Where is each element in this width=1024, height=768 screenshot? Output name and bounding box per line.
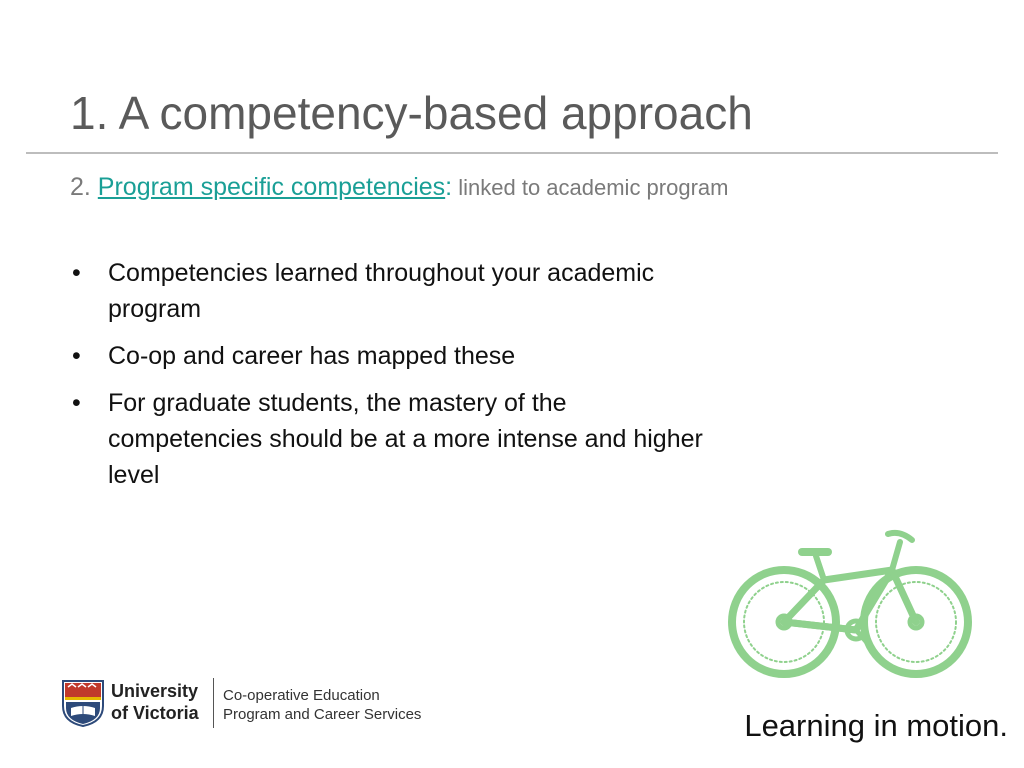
logo-divider [213,678,214,728]
bullet-text: Co-op and career has mapped these [108,342,516,370]
bullet-item [68,385,718,493]
department-name-line2: Program and Career Services [223,706,422,723]
bullet-marker: • [72,389,81,417]
bullet-item [68,255,718,327]
university-name-line2: of Victoria [111,703,199,723]
slide-subtitle [70,172,728,202]
bullet-list [68,255,718,504]
university-name-line1: University [111,681,199,701]
slide-title: 1. A competency-based approach [70,87,753,139]
subtitle-colon: : [445,173,453,201]
university-crest-icon [60,678,106,728]
bullet-marker: • [72,342,81,370]
bicycle-icon [724,522,974,684]
program-competencies-link[interactable]: Program specific competencies [97,173,446,201]
bullet-text: For graduate students, the mastery of the competencies should be at a more intense and higher level [108,389,703,489]
department-name [223,686,421,724]
university-logo [60,676,440,732]
bullet-item [68,338,718,374]
title-divider [26,152,998,154]
subtitle-number: 2. [70,173,98,201]
bullet-text: Competencies learned throughout your academic program [108,259,655,323]
subtitle-description: linked to academic program [452,175,729,200]
university-name [111,680,199,724]
bullet-marker: • [72,259,81,287]
tagline: Learning in motion. [744,708,1008,743]
department-name-line1: Co-operative Education [223,687,380,704]
